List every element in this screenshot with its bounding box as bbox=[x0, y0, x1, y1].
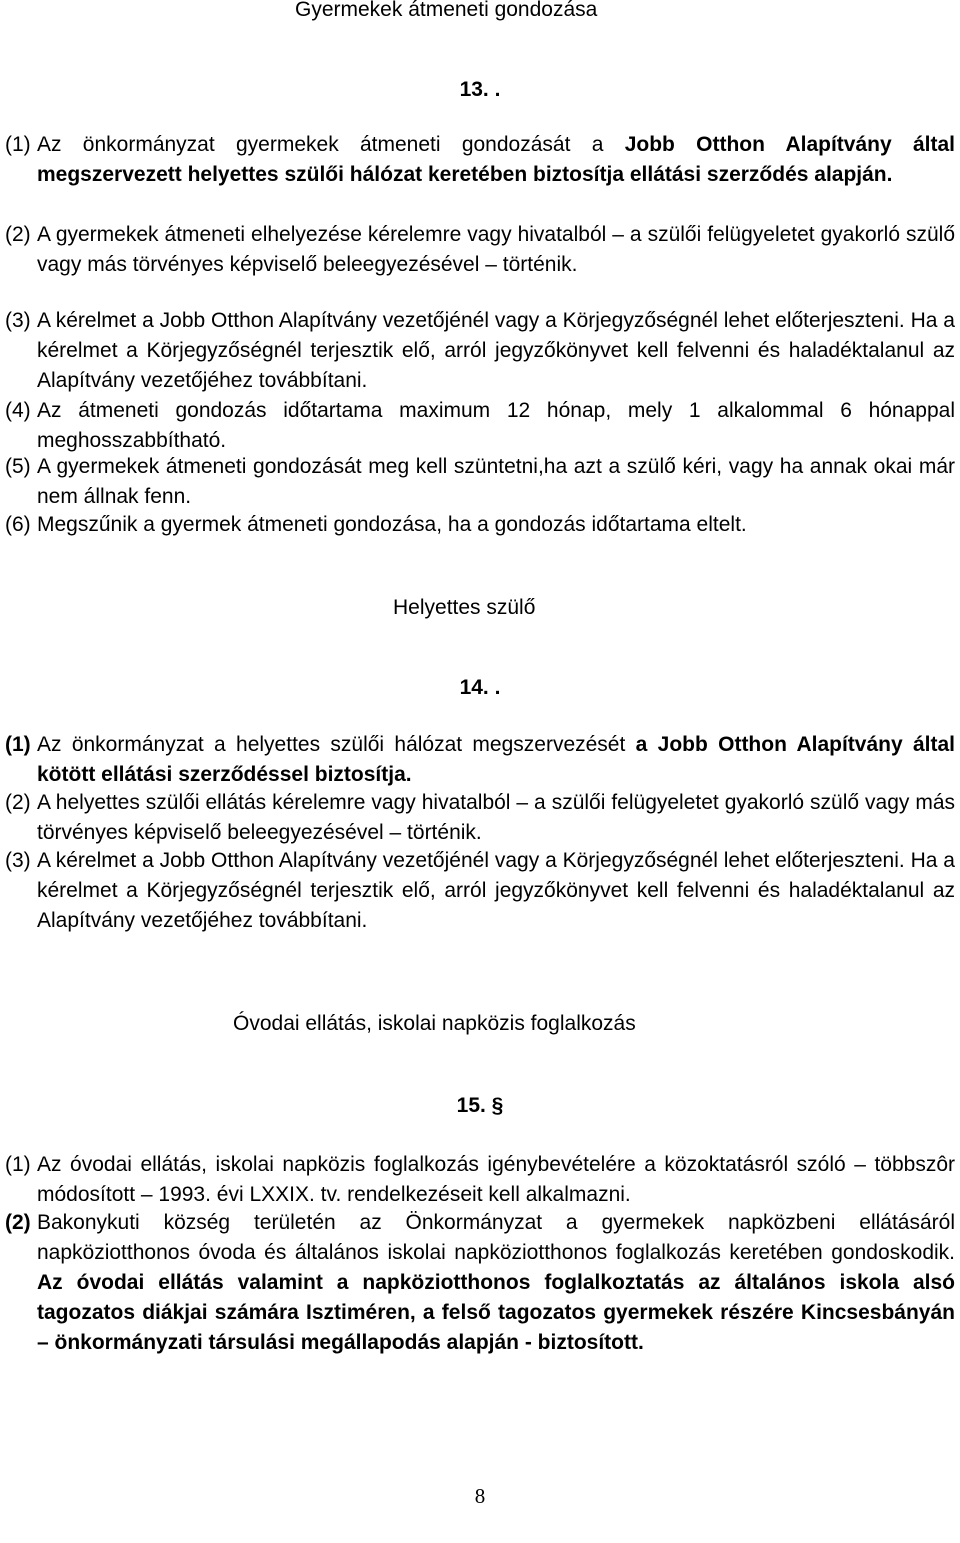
section-title-14: Helyettes szülő bbox=[393, 596, 536, 619]
paragraph-text: Megszűnik a gyermek átmeneti gondozása, ha a gondozás időtartama eltelt. bbox=[37, 513, 747, 536]
paragraph-13-6 bbox=[5, 510, 955, 540]
paragraph-bold-text: Jobb Otthon Alapítvány által megszervezett helyettes szülői hálózat keretében biztosítja ellátási szerződés alapján. bbox=[37, 133, 955, 186]
paragraph-number: (2) bbox=[5, 223, 31, 246]
page-number: 8 bbox=[474, 1484, 486, 1508]
paragraph-number: (1) bbox=[5, 133, 31, 156]
paragraph-13-3 bbox=[5, 306, 955, 396]
paragraph-number: (2) bbox=[5, 1211, 31, 1234]
paragraph-text: Az önkormányzat gyermekek átmeneti gondozását a bbox=[37, 133, 625, 156]
paragraph-text: A gyermekek átmeneti elhelyezése kérelemre vagy hivatalból – a szülői felügyeletet gyakorló szülő vagy más törvényes képviselő beleegyezésével – történik. bbox=[37, 223, 955, 276]
paragraph-text: A helyettes szülői ellátás kérelemre vagy hivatalból – a szülői felügyeletet gyakorló szülő vagy más törvényes képviselő beleegyezésével – történik. bbox=[37, 791, 955, 844]
paragraph-number: (3) bbox=[5, 309, 31, 332]
section-number-13: 13. . bbox=[459, 78, 501, 101]
paragraph-text: Bakonykuti község területén az Önkormányzat a gyermekek napközbeni ellátásáról napköziotthonos óvoda és általános iskolai napköziotthonos foglalkozás keretében gondoskodik. bbox=[37, 1211, 955, 1264]
paragraph-text: A gyermekek átmeneti gondozását meg kell szüntetni,ha azt a szülő kéri, vagy ha annak okai már nem állnak fenn. bbox=[37, 455, 955, 508]
paragraph-number: (3) bbox=[5, 849, 31, 872]
paragraph-number: (2) bbox=[5, 791, 31, 814]
paragraph-number: (5) bbox=[5, 455, 31, 478]
paragraph-bold-text: Az óvodai ellátás valamint a napköziotthonos foglalkoztatás az általános iskola alsó tagozatos diákjai számára Isztiméren, a felső tagozatos gyermekek részére Kincsesbányán – önkormányzati társulási megállapodás alapján - biztosított. bbox=[37, 1271, 955, 1354]
paragraph-text: A kérelmet a Jobb Otthon Alapítvány vezetőjénél vagy a Körjegyzőségnél lehet előterjeszteni. Ha a kérelmet a Körjegyzőségnél terjesztik elő, arról jegyzőkönyvet kell felvenni és haladéktalanul az Alapítvány vezetőjéhez továbbítani. bbox=[37, 309, 955, 392]
paragraph-13-1 bbox=[5, 130, 955, 190]
paragraph-text: Az önkormányzat a helyettes szülői hálózat megszervezését bbox=[37, 733, 636, 756]
section-title-13: Gyermekek átmeneti gondozása bbox=[295, 0, 598, 21]
section-title-15: Óvodai ellátás, iskolai napközis foglalkozás bbox=[233, 1012, 636, 1035]
paragraph-14-1 bbox=[5, 730, 955, 790]
paragraph-15-2 bbox=[5, 1208, 955, 1358]
paragraph-bold-text: a Jobb Otthon Alapítvány által kötött ellátási szerződéssel biztosítja. bbox=[37, 733, 955, 786]
paragraph-14-2 bbox=[5, 788, 955, 848]
paragraph-text: Az átmeneti gondozás időtartama maximum 12 hónap, mely 1 alkalommal 6 hónappal meghosszabbítható. bbox=[37, 399, 955, 452]
section-number-14: 14. . bbox=[459, 676, 501, 699]
paragraph-15-1 bbox=[5, 1150, 955, 1210]
paragraph-14-3 bbox=[5, 846, 955, 936]
paragraph-13-5 bbox=[5, 452, 955, 512]
paragraph-number: (4) bbox=[5, 399, 31, 422]
paragraph-text: A kérelmet a Jobb Otthon Alapítvány vezetőjénél vagy a Körjegyzőségnél lehet előterjeszteni. Ha a kérelmet a Körjegyzőségnél terjesztik elő, arról jegyzőkönyvet kell felvenni és haladéktalanul az Alapítvány vezetőjéhez továbbítani. bbox=[37, 849, 955, 932]
paragraph-number: (1) bbox=[5, 1153, 31, 1176]
paragraph-number: (1) bbox=[5, 733, 31, 756]
paragraph-13-2 bbox=[5, 220, 955, 280]
paragraph-text: Az óvodai ellátás, iskolai napközis foglalkozás igénybevételére a közoktatásról szóló – többszôr módosított – 1993. évi LXXIX. tv. rendelkezéseit kell alkalmazni. bbox=[37, 1153, 955, 1206]
section-number-15: 15. § bbox=[456, 1094, 504, 1117]
paragraph-number: (6) bbox=[5, 513, 31, 536]
paragraph-13-4 bbox=[5, 396, 955, 456]
